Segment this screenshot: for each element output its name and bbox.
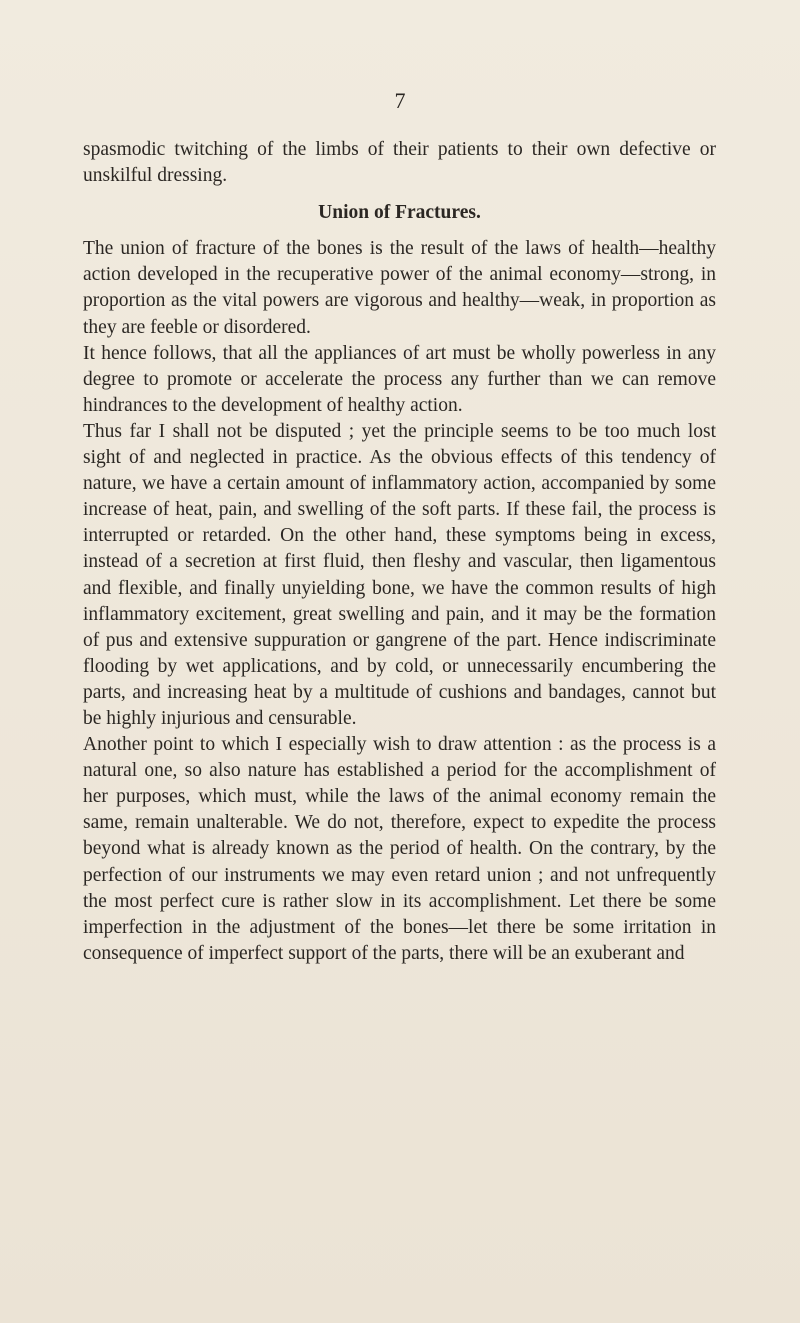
- paragraph-4: Another point to which I especially wish to draw attention : as the process is a natural one, so also nature has established a period for the accomplishment of her purposes, which must, while the laws of the animal economy remain the same, remain unalterable. We do not, therefore, expect to expedite the process beyond what is already known as the period of health. On the contrary, by the perfection of our instruments we may even retard union ; and not unfrequently the most perfect cure is rather slow in its accomplishment. Let there be some imperfection in the adjustment of the bones—let there be some irritation in consequence of imperfect support of the parts, there will be an exuberant and: [83, 734, 716, 964]
- intro-paragraph: spasmodic twitching of the limbs of their patients to their own defective or unskilful dressing.: [83, 139, 716, 187]
- paragraph-1: The union of fracture of the bones is the result of the laws of health—healthy action developed in the recuperative power of the animal economy—strong, in proportion as the vital powers are vigorous and healthy—weak, in proportion as they are feeble or disordered.: [83, 238, 716, 338]
- body-text: [83, 137, 716, 967]
- page-number: 7: [394, 88, 406, 113]
- paragraph-3: Thus far I shall not be disputed ; yet the principle seems to be too much lost sight of and neglected in practice. As the obvious effects of this tendency of nature, we have a certain amount of inflammatory action, accompanied by some increase of heat, pain, and swelling of the soft parts. If these fail, the process is interrupted or retarded. On the other hand, these symptoms being in excess, instead of a secretion at first fluid, then fleshy and vascular, then ligamentous and flexible, and finally unyielding bone, we have the common results of high inflammatory excitement, great swelling and pain, and it may be the formation of pus and extensive suppuration or gangrene of the part. Hence indiscriminate flooding by wet applications, and by cold, or unnecessarily encumbering the parts, and increasing heat by a multitude of cushions and bandages, cannot but be highly injurious and censurable.: [83, 420, 716, 729]
- section-heading: Union of Fractures.: [318, 202, 481, 224]
- paragraph-2: It hence follows, that all the appliances of art must be wholly powerless in any degree to promote or accelerate the process any further than we can remove hindrances to the development of healthy action.: [83, 342, 716, 416]
